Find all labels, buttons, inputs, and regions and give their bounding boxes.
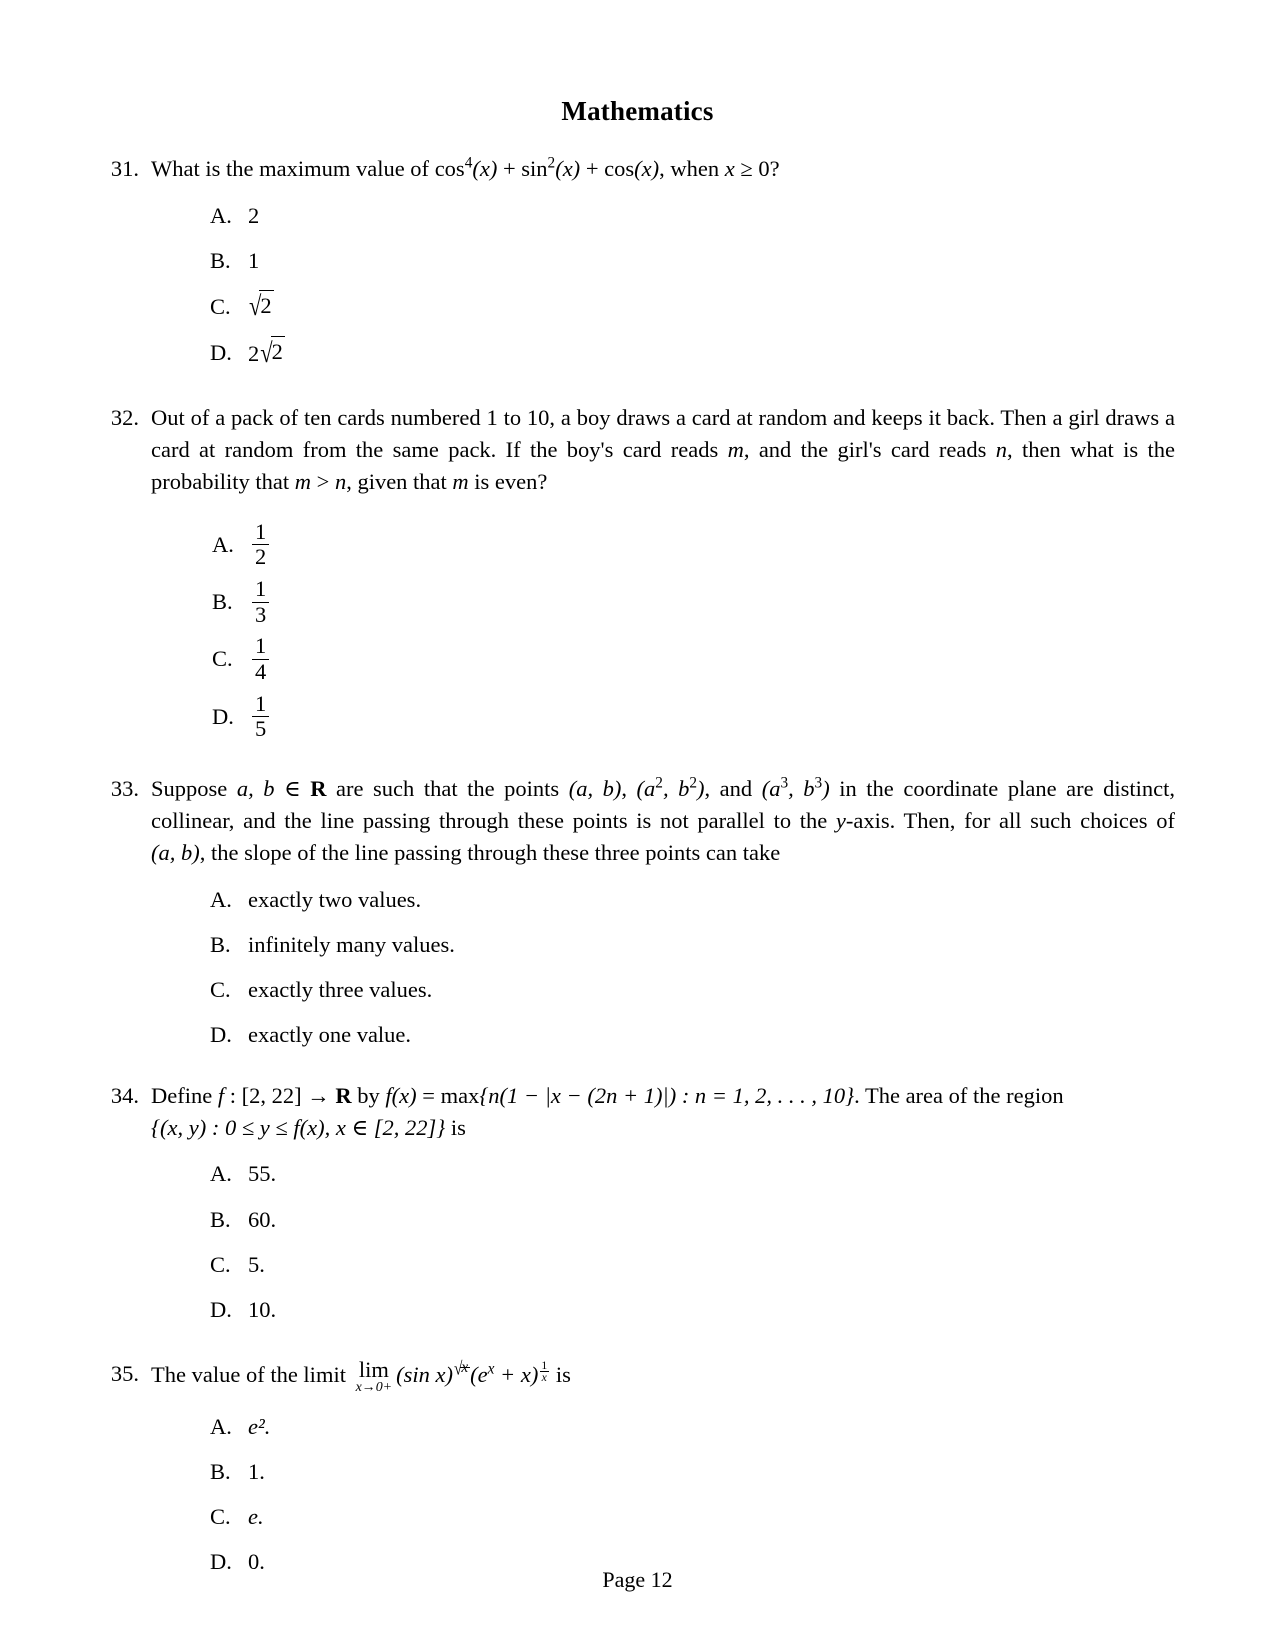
fraction-numerator: 1 — [541, 1358, 548, 1372]
fraction — [252, 520, 269, 569]
option-letter: A. — [210, 1161, 232, 1187]
option-32-a[interactable] — [212, 520, 271, 569]
q33-point-2-exp-1: 2 — [655, 774, 663, 792]
q35-is: is — [550, 1362, 571, 1388]
q33-comma-1: , — [621, 775, 637, 801]
option-text: 5. — [248, 1251, 265, 1277]
option-text — [248, 338, 285, 368]
q33-vars-ab: a, b — [236, 775, 275, 801]
q31-tail: , when — [659, 156, 725, 181]
option-text: 1 — [248, 248, 260, 274]
q32-var-m-3: m — [452, 468, 469, 494]
fraction-numerator: 1 — [255, 518, 267, 544]
q34-func-f-1: f — [217, 1082, 225, 1108]
q32-part-4: , given that — [346, 468, 453, 494]
q31-arg-2: (x) — [555, 156, 581, 181]
option-text: e. — [248, 1504, 264, 1530]
q31-part-1: What is the maximum value of — [151, 156, 435, 181]
q33-part-6: in the coordinate plane are distinct, collinear, and the line passing through these points is not parallel to the — [151, 775, 1175, 833]
fraction — [252, 577, 269, 626]
q34-part-1: Define — [151, 1082, 218, 1108]
q34-part-7: . The area of the region — [854, 1082, 1064, 1108]
q33-point-2-a: (a — [636, 775, 656, 801]
q34-max-op: max — [440, 1082, 480, 1108]
option-34-b[interactable] — [210, 1205, 1175, 1234]
q31-cos-base: cos — [434, 156, 465, 181]
question-35-text — [151, 1358, 1175, 1395]
option-letter: C. — [210, 293, 231, 319]
q33-var-y: y — [835, 807, 846, 833]
fraction-denominator: 2 — [252, 544, 269, 569]
q32-var-n-2: n — [334, 468, 347, 494]
q34-set-R: R — [335, 1082, 352, 1108]
question-32-text — [151, 402, 1175, 498]
fraction — [252, 692, 269, 741]
q33-part-1: Suppose — [151, 775, 237, 801]
option-letter: D. — [210, 1549, 232, 1575]
option-letter: B. — [210, 1206, 231, 1232]
option-text: exactly one value. — [248, 1022, 412, 1048]
q35-base-1: (sin x) — [396, 1362, 453, 1388]
fraction-denominator: 3 — [252, 602, 269, 627]
option-31-d[interactable] — [210, 338, 1175, 368]
q34-by: by — [351, 1082, 386, 1108]
option-letter: C. — [210, 1251, 231, 1277]
question-33-options — [105, 885, 1175, 1050]
question-34-number: 34. — [110, 1082, 139, 1108]
q31-plus-2: + — [580, 156, 605, 181]
question-31-number: 31. — [110, 156, 139, 181]
option-text — [250, 577, 271, 626]
option-33-b[interactable] — [210, 930, 1175, 959]
option-text: 1. — [248, 1458, 265, 1484]
question-35-number: 35. — [110, 1361, 139, 1387]
q33-point-3-a: (a — [761, 775, 781, 801]
option-34-d[interactable] — [210, 1295, 1175, 1324]
q35-part-1: The value of the limit — [151, 1362, 352, 1388]
q31-plus-1: + — [497, 156, 522, 181]
question-34-text — [151, 1080, 1175, 1144]
q33-point-3-exp-1: 3 — [780, 774, 789, 792]
option-33-c[interactable] — [210, 975, 1175, 1004]
option-text: 0. — [248, 1549, 265, 1575]
q34-func-arg: (x) — [391, 1082, 417, 1108]
option-text: 2 — [248, 202, 260, 228]
question-35 — [105, 1358, 1175, 1395]
question-31 — [105, 153, 1175, 185]
q33-set-R: R — [310, 775, 327, 801]
option-text — [250, 520, 271, 569]
option-text — [248, 291, 274, 321]
option-31-c[interactable] — [210, 291, 1175, 321]
q31-inequality: ≥ 0? — [734, 156, 780, 181]
option-letter: B. — [210, 1458, 231, 1484]
question-33-text — [151, 773, 1175, 869]
option-35-b[interactable] — [210, 1457, 1175, 1486]
question-32-options — [107, 512, 271, 741]
option-31-a[interactable] — [210, 201, 1175, 230]
option-letter: A. — [210, 1413, 232, 1439]
questions-container — [100, 153, 1175, 1577]
coefficient: 2 — [248, 340, 260, 366]
q33-point-4: (a, b) — [151, 839, 200, 865]
q34-equals: = — [416, 1082, 441, 1108]
option-text: 60. — [248, 1206, 277, 1232]
option-text: exactly three values. — [248, 977, 433, 1003]
q33-point-2-b: , b — [662, 775, 690, 801]
q31-var-x: x — [724, 156, 735, 181]
q31-sin-exp: 2 — [547, 154, 556, 172]
sqrt-icon: √2 — [249, 291, 272, 322]
option-text — [250, 692, 271, 741]
q31-cos-exp: 4 — [464, 154, 473, 172]
radicand: x — [461, 1359, 469, 1377]
option-33-a[interactable] — [210, 885, 1175, 914]
q32-gt: > — [310, 468, 335, 494]
q32-part-2: , and the girl's card reads — [743, 436, 996, 462]
q31-cos-base-2: cos — [604, 156, 635, 181]
page-title: Mathematics — [561, 96, 714, 126]
q33-part-7: -axis. Then, for all such choices of — [845, 807, 1175, 833]
q35-base-2a: (e — [470, 1362, 488, 1388]
q33-part-3: are such that the points — [326, 775, 569, 801]
q34-region-set: {(x, y) : 0 ≤ y ≤ f(x), x ∈ [2, 22]} — [151, 1114, 446, 1140]
limit-subscript: x→0+ — [355, 1380, 393, 1396]
option-35-a[interactable] — [210, 1412, 1175, 1441]
q31-arg-1: (x) — [472, 156, 498, 181]
q32-part-1: Out of a pack of ten cards numbered 1 to 10, a boy draws a card at random and keeps it back. Then a girl draws a card at random from the same pack. If the boy's card reads — [151, 404, 1175, 462]
q32-part-5: is even? — [468, 468, 548, 494]
q33-in: ∈ — [274, 775, 311, 801]
option-letter: D. — [212, 703, 234, 729]
option-letter: D. — [210, 1022, 232, 1048]
q32-var-m-1: m — [727, 436, 744, 462]
option-text: exactly two values. — [248, 886, 422, 912]
q33-part-8: , the slope of the line passing through these three points can take — [199, 839, 781, 865]
q33-point-3-b: , b — [788, 775, 815, 801]
option-letter: D. — [210, 340, 232, 366]
option-32-b[interactable] — [212, 577, 271, 626]
q33-point-2-exp-2: 2 — [689, 774, 698, 792]
q33-point-1: (a, b) — [568, 775, 622, 801]
q34-max-set: {n(1 − |x − (2n + 1)|) : n = 1, 2, . . . , 10} — [479, 1082, 855, 1108]
fraction-numerator: 1 — [255, 690, 267, 716]
exponent-fraction — [539, 1360, 549, 1384]
radicand: 2 — [271, 336, 285, 366]
option-letter: D. — [210, 1297, 232, 1323]
option-text: 55. — [248, 1161, 277, 1187]
question-33-number: 33. — [110, 775, 139, 801]
radicand: 2 — [259, 290, 273, 320]
option-34-a[interactable] — [210, 1159, 1175, 1188]
option-text: 10. — [248, 1297, 277, 1323]
q34-func-f-2: f — [385, 1082, 392, 1108]
question-31-text — [151, 153, 1175, 185]
q35-base-2b: + x) — [494, 1362, 539, 1388]
fraction-denominator: 5 — [252, 716, 269, 741]
q31-sin-base: sin — [521, 156, 548, 181]
fraction-denominator: x — [541, 1371, 547, 1385]
limit-op-label: lim — [358, 1357, 389, 1383]
option-letter: B. — [210, 248, 231, 274]
option-34-c[interactable] — [210, 1250, 1175, 1279]
fraction-numerator: 1 — [255, 633, 267, 659]
q33-point-3-exp-2: 3 — [814, 774, 823, 792]
option-letter: A. — [212, 531, 234, 557]
fraction — [252, 634, 269, 683]
question-32 — [105, 402, 1175, 498]
limit-operator — [356, 1358, 393, 1395]
question-32-number: 32. — [110, 404, 139, 430]
question-34 — [105, 1080, 1175, 1144]
option-33-d[interactable] — [210, 1020, 1175, 1049]
option-32-c[interactable] — [212, 634, 271, 683]
question-35-options — [105, 1412, 1175, 1577]
q33-and: , and — [704, 775, 762, 801]
question-33 — [105, 773, 1175, 869]
q35-exp-1 — [453, 1358, 470, 1379]
page-footer: Page 12 — [602, 1567, 673, 1592]
q35-base-2-exp: x — [487, 1360, 495, 1378]
option-text: e². — [248, 1413, 271, 1439]
option-letter: C. — [210, 977, 231, 1003]
q32-part-3: , then what is the probability that — [151, 436, 1175, 494]
sqrt-icon: √x — [453, 1358, 469, 1379]
question-31-options — [105, 201, 1175, 368]
q32-var-n-1: n — [995, 436, 1008, 462]
option-35-c[interactable] — [210, 1502, 1175, 1531]
option-letter: A. — [210, 202, 232, 228]
fraction-denominator: 4 — [252, 659, 269, 684]
option-text: infinitely many values. — [248, 931, 455, 957]
option-letter: A. — [210, 886, 232, 912]
fraction-numerator: 1 — [255, 576, 267, 601]
option-letter: C. — [210, 1504, 231, 1530]
q34-is: is — [445, 1114, 466, 1140]
option-letter: B. — [212, 589, 233, 614]
q33-point-3-c: ) — [822, 775, 830, 801]
q31-arg-3: (x) — [634, 156, 660, 181]
question-34-options — [105, 1159, 1175, 1324]
option-letter: B. — [210, 931, 231, 957]
option-32-d[interactable] — [212, 692, 271, 741]
option-31-b[interactable] — [210, 246, 1175, 275]
option-text — [250, 634, 271, 683]
option-letter: C. — [212, 646, 233, 672]
q34-domain: : [2, 22] → — [224, 1082, 336, 1108]
q32-var-m-2: m — [294, 468, 311, 494]
sqrt-icon: √2 — [260, 337, 283, 368]
q33-point-2-c: ) — [697, 775, 705, 801]
